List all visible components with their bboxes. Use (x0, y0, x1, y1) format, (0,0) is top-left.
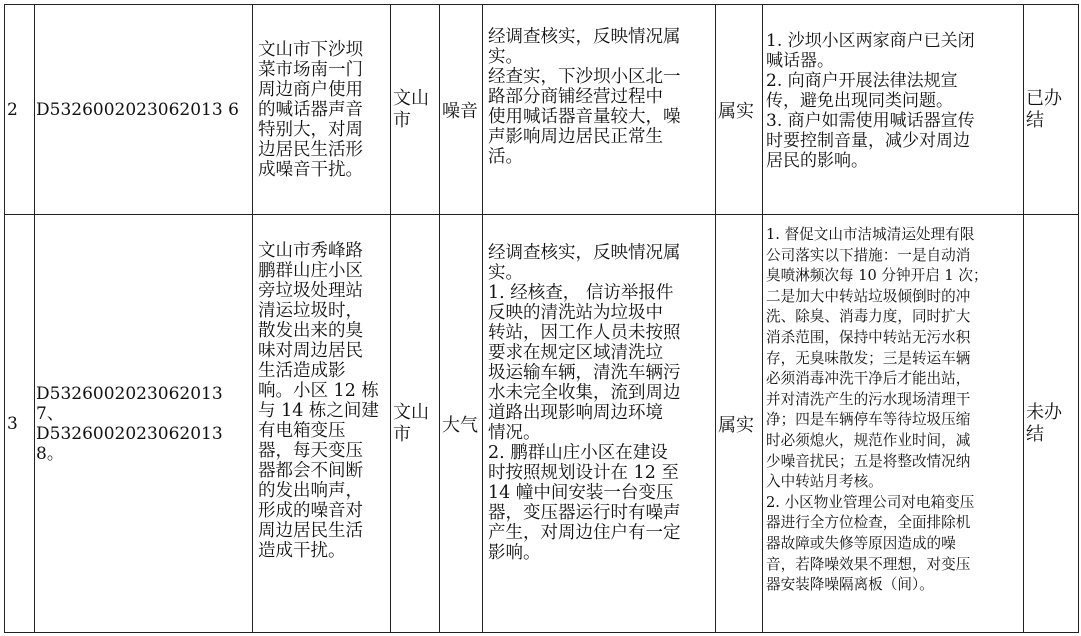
complaint-table (4, 4, 1079, 633)
rectification-actions: 1. 督促文山市洁城清运处理有限 公司落实以下措施：一是自动消 臭喷淋频次每 10 分钟开启 1 次； 二是加大中转站垃圾倾倒时的冲 洗、除臭、消毒力度，同时扩大 消杀范围，保持中转站无污水积 存，无臭味散发；三是转运车辆 必须消毒冲洗干净后才能出站， 并对清洗产生的污水现场清理干 净；四是车辆停车等待垃圾压缩 时必须熄火，规范作业时间，减 少噪音扰民；五是将整改情况纳 入中转站月考核。 2. 小区物业管理公司对电箱变压 器进行全方位检查，全面排除机 器故障或失修等原因造成的噪 音，若降噪效果不理想，对变压 器安装降噪隔离板（间）。 (766, 226, 988, 594)
status-cell (1024, 5, 1079, 215)
region: 文山 市 (393, 87, 429, 131)
region-cell (391, 5, 440, 215)
complaint-description-cell (253, 5, 391, 215)
region: 文山 市 (393, 401, 429, 445)
verification-result: 经调查核实，反映情况属 实。 1. 经核查， 信访举报件 反映的清洗站为垃圾中 转站，因工作人员未按照 要求在规定区域清洗垃 圾运输车辆，清洗车辆污 水未完全收集，流到周边 道路出现影响周边环境 情况。 2. 鹏群山庄小区在建设 时按照规划设计在 12 至 14 幢中间安装一台变压 器，变压器运行时有噪声 产生，对周边住户有一定 影响。 (488, 243, 681, 563)
verification-cell (483, 215, 716, 633)
complaint-description: 文山市下沙坝 菜市场南一门 周边商户使用 的喊话器声音 特别大，对周 边居民生活形 成噪音干扰。 (258, 39, 363, 180)
verdict: 属实 (718, 100, 754, 122)
row-index: 2 (7, 99, 18, 120)
actions-cell (763, 215, 1024, 633)
pollution-type: 噪音 (442, 100, 478, 122)
pollution-type-cell (440, 215, 483, 633)
table-row (5, 215, 1079, 633)
verdict-cell (716, 215, 763, 633)
complaint-description-cell (253, 215, 391, 633)
row-index-cell (5, 5, 35, 215)
verdict: 属实 (718, 414, 754, 436)
verification-result: 经调查核实，反映情况属 实。 经查实，下沙坝小区北一 路部分商铺经营过程中 使用喊话器音量较大，噪 声影响周边居民正常生 活。 (488, 27, 681, 167)
region-cell (391, 215, 440, 633)
rectification-actions: 1. 沙坝小区两家商户已关闭 喊话器。 2. 向商户开展法律法规宣 传，避免出现同类问题。 3. 商户如需使用喊话器宣传 时要控制音量，减少对周边 居民的影响。 (766, 31, 975, 171)
table-row (5, 5, 1079, 215)
handling-status: 未办 结 (1026, 401, 1062, 445)
case-code-cell (35, 215, 253, 633)
pollution-type-cell (440, 5, 483, 215)
row-index-cell (5, 215, 35, 633)
complaint-description: 文山市秀峰路 鹏群山庄小区 旁垃圾处理站 清运垃圾时， 散发出来的臭 味对周边居民 生活造成影 响。小区 12 栋 与 14 栋之间建 有电箱变压 器，每天变压 器都会不间断 的发出响声， 形成的噪音对 周边居民生活 造成干扰。 (258, 241, 379, 561)
case-code: D5326002023062013 6 (36, 99, 239, 120)
case-code-cell (35, 5, 253, 215)
verification-cell (483, 5, 716, 215)
pollution-type: 大气 (442, 414, 478, 436)
verdict-cell (716, 5, 763, 215)
status-cell (1024, 215, 1079, 633)
handling-status: 已办 结 (1026, 87, 1062, 131)
case-code: D5326002023062013 7、 D5326002023062013 8。 (36, 383, 223, 464)
row-index: 3 (7, 413, 18, 434)
actions-cell (763, 5, 1024, 215)
